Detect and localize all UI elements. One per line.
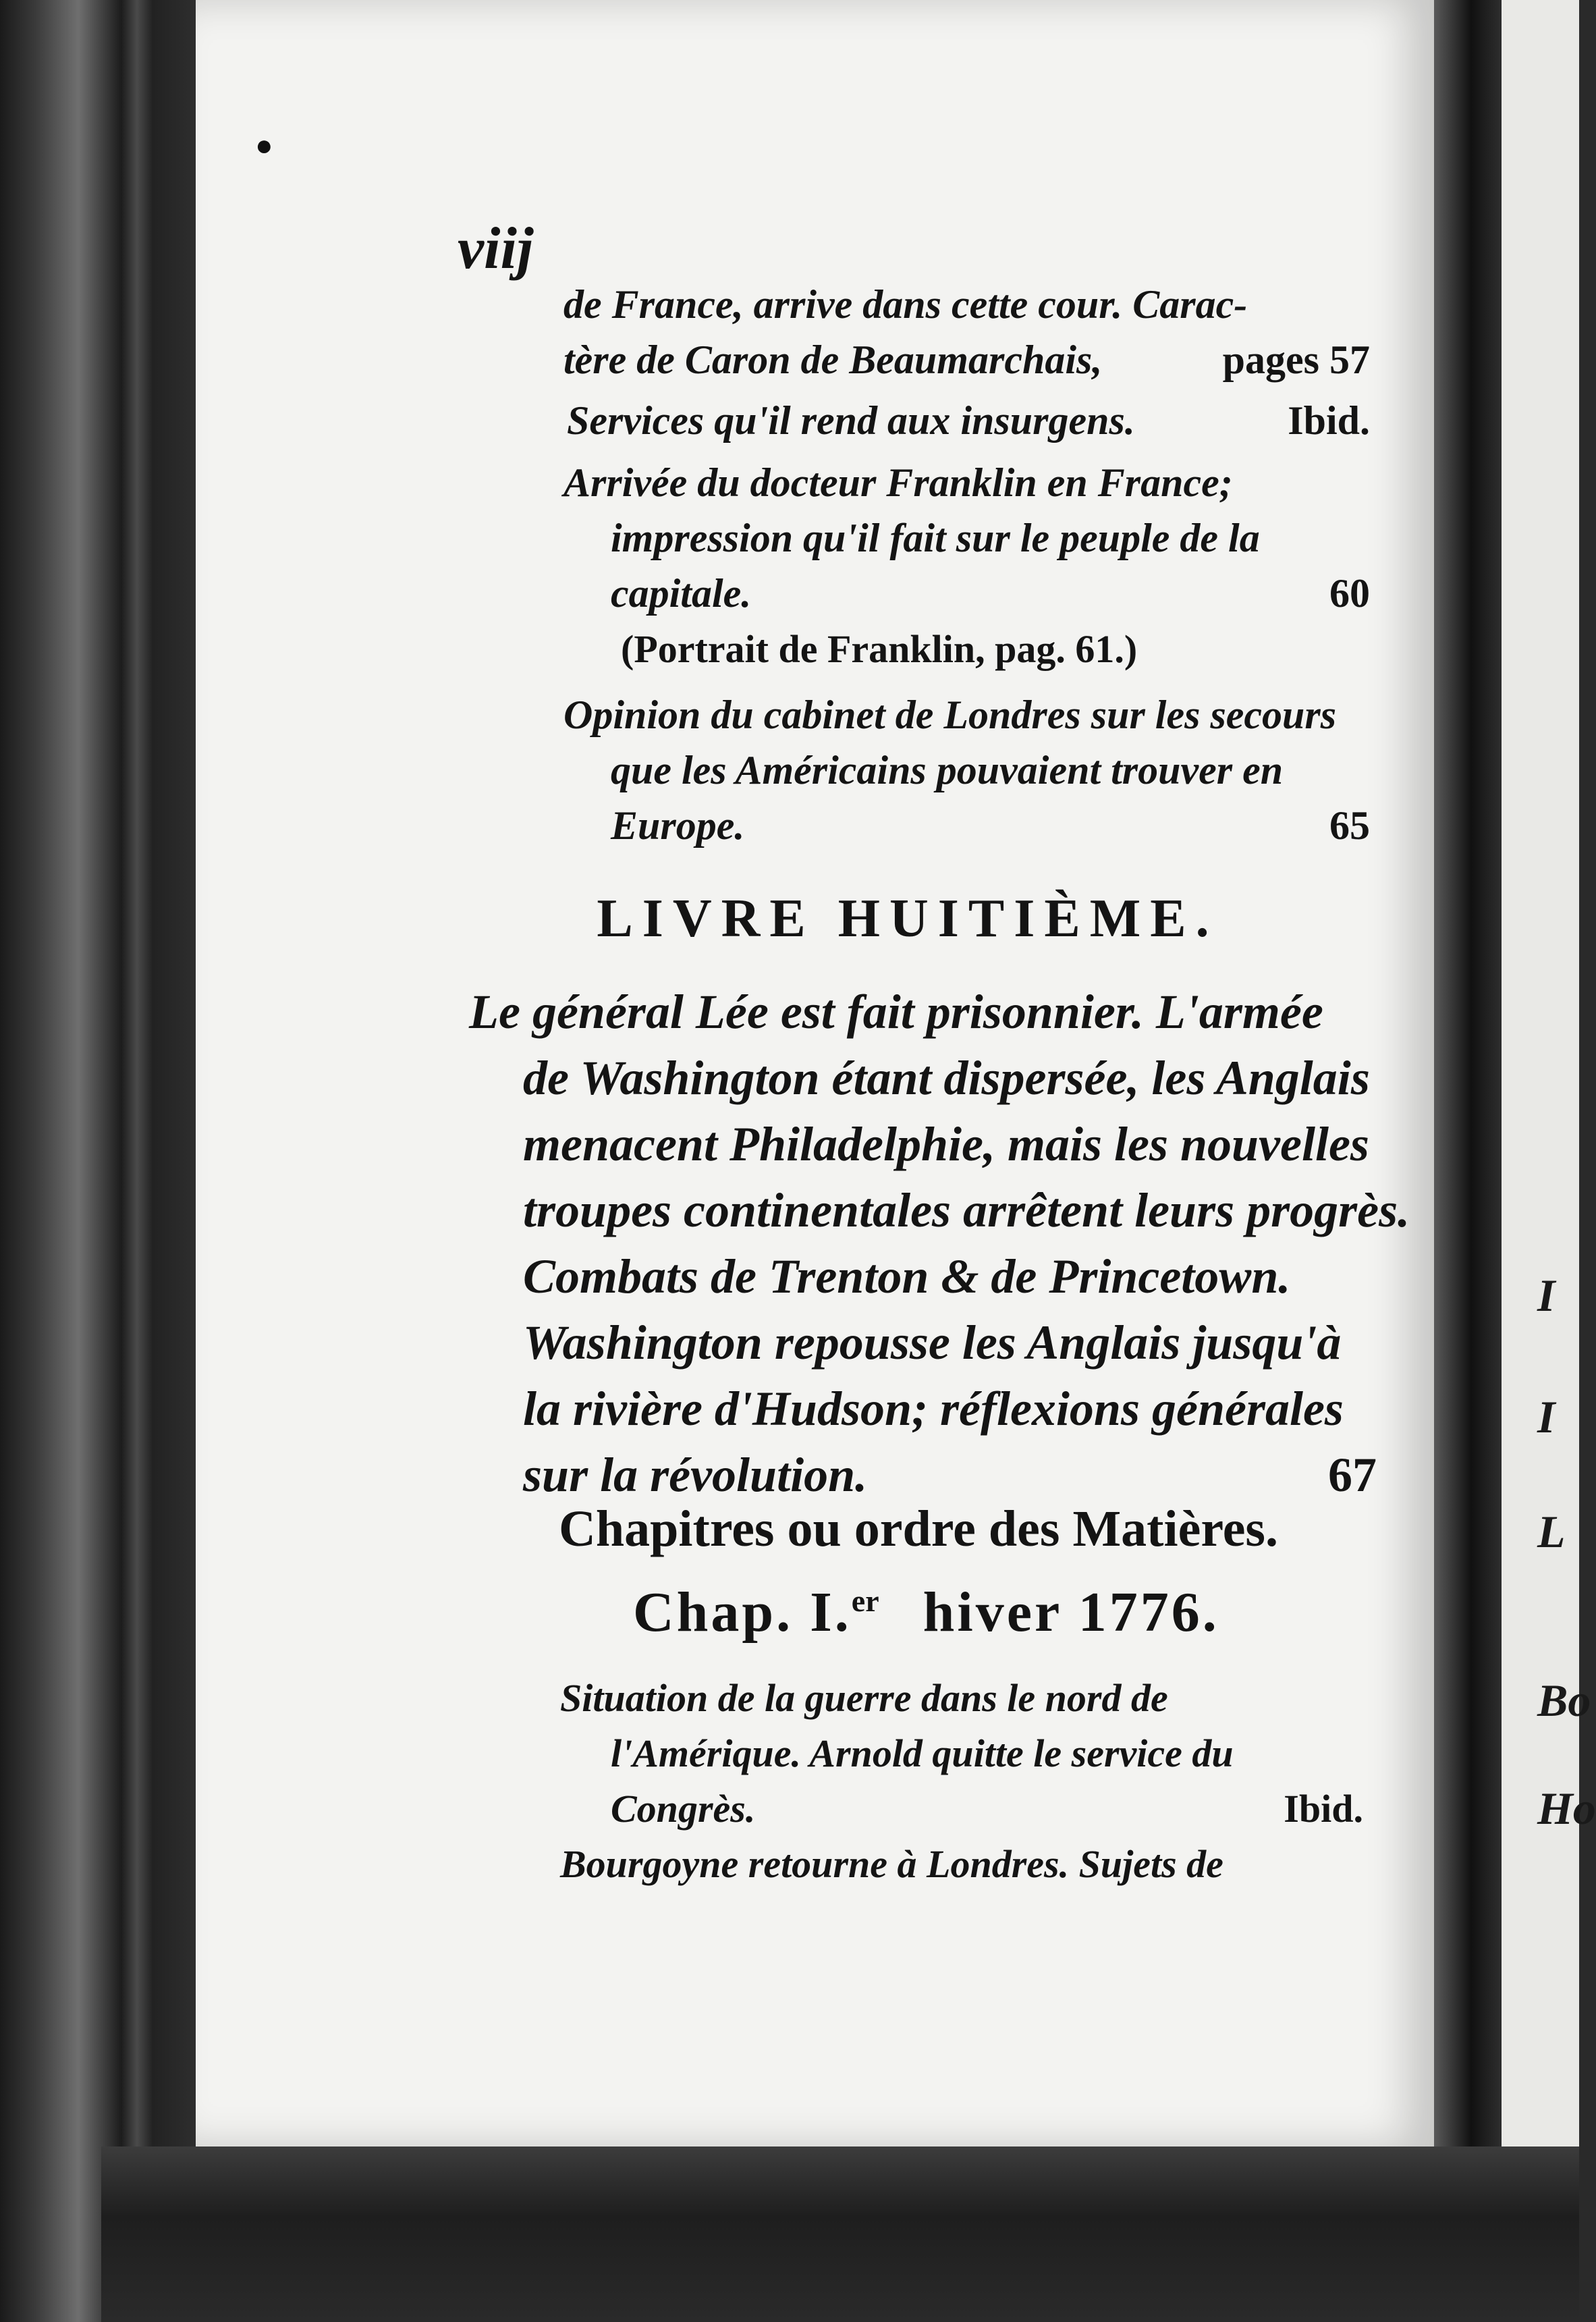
entry-last-line: [563, 798, 1370, 853]
chapter-label: Chap. I.: [633, 1581, 852, 1644]
page-gutter: [1434, 0, 1502, 2146]
entry-line: l'Amérique. Arnold quitte le service du: [611, 1731, 1234, 1775]
entry-line: Europe.: [611, 803, 745, 848]
facing-page-fragment: I: [1537, 1391, 1556, 1442]
toc-note-portrait: (Portrait de Franklin, pag. 61.): [621, 627, 1138, 671]
entry-line: tère de Caron de Beaumarchais,: [563, 338, 1103, 382]
entry-last-line: [563, 566, 1370, 621]
summary-line: la rivière d'Hudson; réflexions générales: [523, 1382, 1344, 1436]
page-reference: 60: [1329, 571, 1370, 616]
page-reference: Ibid.: [1288, 398, 1370, 443]
entry-last-line: [563, 332, 1370, 387]
facing-page-fragment: L: [1537, 1506, 1566, 1557]
summary-line: troupes continentales arrêtent leurs progrès.: [523, 1183, 1410, 1237]
entry-last-line: [567, 393, 1370, 448]
chapter-label-sup: er: [851, 1584, 879, 1618]
entry-line: Opinion du cabinet de Londres sur les secours: [563, 693, 1337, 737]
entry-line: Bourgoyne retourne à Londres. Sujets de: [560, 1842, 1223, 1886]
page-reference: 67: [1328, 1448, 1377, 1502]
entry-line: Situation de la guerre dans le nord de: [560, 1676, 1168, 1720]
entry-line: Arrivée du docteur Franklin en France;: [563, 460, 1233, 505]
book-title: LIVRE HUITIÈME.: [597, 889, 1219, 948]
page-reference: 65: [1329, 803, 1370, 848]
summary-last-line: [469, 1442, 1377, 1508]
facing-page-fragment: Ho: [1537, 1783, 1596, 1834]
page-reference: pages 57: [1222, 338, 1370, 382]
summary-line: de Washington étant dispersée, les Anglais: [523, 1051, 1370, 1105]
summary-line: menacent Philadelphie, mais les nouvelles: [523, 1117, 1369, 1171]
page-number: viij: [458, 216, 534, 281]
page-reference: Ibid.: [1284, 1787, 1363, 1831]
facing-page-fragment: Bo: [1537, 1675, 1591, 1726]
entry-line: impression qu'il fait sur le peuple de la: [611, 516, 1260, 560]
chapter-heading: [633, 1580, 1219, 1645]
book-summary: [469, 979, 1410, 1508]
scan-bottom-edge: [101, 2146, 1579, 2322]
entry-line: Congrès.: [611, 1787, 756, 1831]
toc-entry-opinion: [563, 687, 1370, 853]
toc-entry-beaumarchais: [563, 277, 1370, 387]
chapter-season: hiver 1776.: [923, 1581, 1219, 1644]
entry-line: Services qu'il rend aux insurgens.: [567, 398, 1135, 443]
facing-page-fragment: I: [1537, 1270, 1556, 1321]
toc-entry-services: [567, 393, 1370, 448]
summary-line: Combats de Trenton & de Princetown.: [523, 1249, 1291, 1303]
ink-dot: ●: [255, 129, 273, 162]
entry-line: capitale.: [611, 571, 752, 616]
toc-entry-franklin: [563, 455, 1370, 621]
summary-line: sur la révolution.: [523, 1448, 868, 1502]
chapter-entry-situation: [560, 1671, 1363, 1892]
summary-line: Le général Lée est fait prisonnier. L'armée: [469, 985, 1323, 1039]
section-title: Chapitres ou ordre des Matières.: [559, 1501, 1279, 1557]
scan-left-edge: [0, 0, 196, 2322]
entry-line: de France, arrive dans cette cour. Carac-: [563, 282, 1248, 327]
summary-line: Washington repousse les Anglais jusqu'à: [523, 1316, 1342, 1370]
entry-last-line: [560, 1781, 1363, 1837]
entry-line: que les Américains pouvaient trouver en: [611, 748, 1284, 792]
